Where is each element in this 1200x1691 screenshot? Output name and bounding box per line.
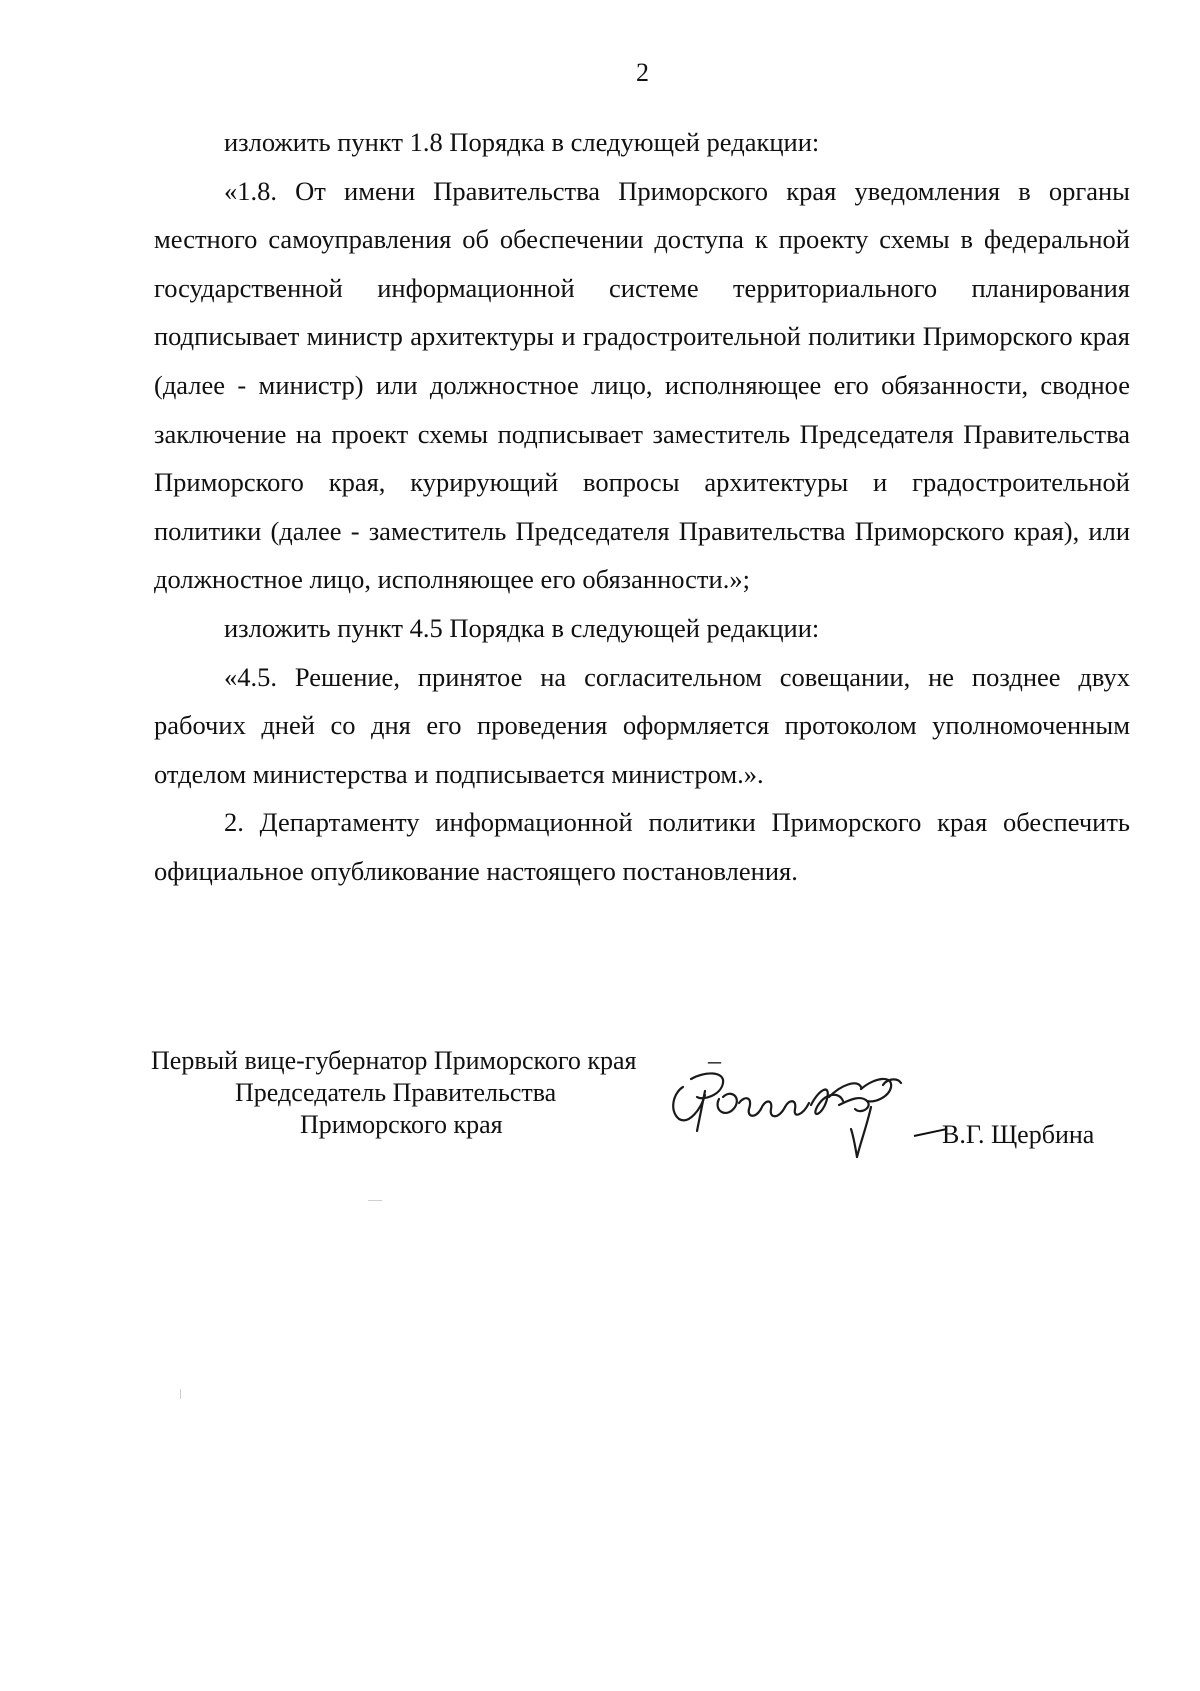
- paragraph-amend-1-8-intro: изложить пункт 1.8 Порядка в следующей редакции:: [224, 127, 820, 157]
- document-body: [154, 118, 1130, 896]
- handwritten-signature: [661, 1049, 961, 1164]
- signature-block: [151, 1045, 1131, 1175]
- paragraph-amend-4-5-intro: изложить пункт 4.5 Порядка в следующей редакции:: [224, 612, 820, 643]
- page-number: 2: [636, 58, 649, 87]
- paragraph-clause-4-5: «4.5. Решение, принятое на согласительном совещании, не позднее двух рабочих дней со дня его проведения оформляется протоколом уполномоченным отделом министерства и подписывается министром.».: [154, 661, 1130, 789]
- scan-speck: [180, 1389, 181, 1399]
- signatory-position-line-1: Первый вице-губернатор Приморского края: [151, 1046, 637, 1075]
- paragraph-clause-1-8: «1.8. От имени Правительства Приморского края уведомления в органы местного самоуправления об обеспечении доступа к проекту схемы в федеральной государственной информационной системе территориального планирования подписывает министр архитектуры и градостроительной политики Приморского края (далее - министр) или должностное лицо, исполняющее его обязанности, сводное заключение на проект схемы подписывает заместитель Председателя Правительства Приморского края, курирующий вопросы архитектуры и градостроительной политики (далее - заместитель Председателя Правительства Приморского края), или должностное лицо, исполняющее его обязанности.»;: [154, 175, 1130, 595]
- signatory-name: В.Г. Щербина: [942, 1120, 1095, 1149]
- signatory-position-line-3: Приморского края: [300, 1110, 503, 1139]
- scan-speck: [368, 1200, 382, 1201]
- paragraph-item-2: 2. Департаменту информационной политики Приморского края обеспечить официальное опубликование настоящего постановления.: [154, 807, 1130, 886]
- signatory-position: [151, 1045, 711, 1141]
- position-dash: –: [708, 1046, 721, 1075]
- signatory-position-line-2: Председатель Правительства: [235, 1078, 557, 1107]
